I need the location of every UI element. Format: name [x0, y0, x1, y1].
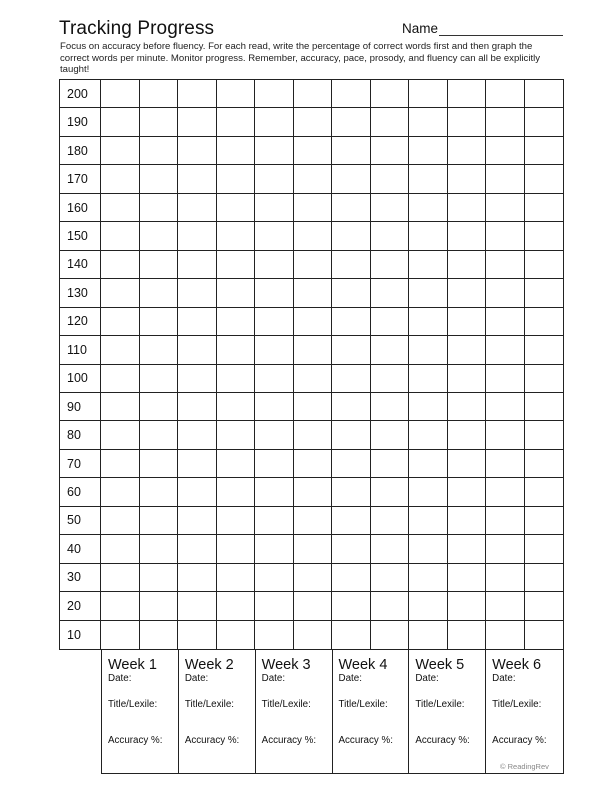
graph-cell — [178, 535, 217, 563]
graph-cell — [101, 621, 140, 649]
graph-cell — [101, 365, 140, 393]
week-accuracy-label: Accuracy %: — [492, 735, 547, 746]
graph-cell — [255, 365, 294, 393]
graph-cell — [178, 222, 217, 250]
graph-cell — [178, 478, 217, 506]
row-label: 80 — [60, 421, 101, 449]
week-column — [333, 650, 410, 773]
graph-cell — [371, 421, 410, 449]
graph-cell — [217, 108, 256, 136]
graph-cell — [525, 279, 564, 307]
graph-cell — [409, 621, 448, 649]
graph-cell — [255, 535, 294, 563]
graph-cell — [448, 222, 487, 250]
row-label: 130 — [60, 279, 101, 307]
graph-cell — [448, 621, 487, 649]
graph-cell — [294, 251, 333, 279]
graph-cell — [409, 279, 448, 307]
graph-cell — [371, 393, 410, 421]
graph-cell — [217, 194, 256, 222]
graph-cell — [178, 365, 217, 393]
graph-cell — [255, 621, 294, 649]
graph-cell — [294, 80, 333, 108]
graph-cell — [140, 251, 179, 279]
graph-cell — [448, 507, 487, 535]
graph-cell — [332, 535, 371, 563]
week-title: Week 5 — [415, 657, 465, 673]
week-date-label: Date: — [415, 673, 439, 684]
graph-cell — [486, 393, 525, 421]
graph-cell — [448, 592, 487, 620]
graph-cell — [217, 308, 256, 336]
graph-cell — [217, 421, 256, 449]
row-label: 10 — [60, 621, 101, 649]
graph-cell — [294, 393, 333, 421]
graph-cell — [332, 478, 371, 506]
graph-cell — [332, 336, 371, 364]
graph-cell — [217, 251, 256, 279]
week-title-lexile-label: Title/Lexile: — [184, 699, 235, 710]
graph-cell — [486, 222, 525, 250]
graph-cell — [409, 308, 448, 336]
graph-cell — [448, 279, 487, 307]
row-label: 20 — [60, 592, 101, 620]
row-label: 140 — [60, 251, 101, 279]
graph-cell — [294, 592, 333, 620]
graph-cell — [178, 564, 217, 592]
week-date-label: Date: — [184, 673, 209, 684]
graph-cell — [178, 308, 217, 336]
week-date-label: Date: — [492, 673, 516, 684]
graph-cell — [525, 222, 564, 250]
graph-cell — [486, 279, 525, 307]
row-label: 50 — [60, 507, 101, 535]
graph-cell — [525, 507, 564, 535]
graph-cell — [371, 336, 410, 364]
row-label: 120 — [60, 308, 101, 336]
graph-cell — [486, 165, 525, 193]
graph-cell — [294, 478, 333, 506]
graph-cell — [101, 592, 140, 620]
graph-cell — [409, 336, 448, 364]
graph-cell — [525, 336, 564, 364]
graph-cell — [140, 535, 179, 563]
graph-cell — [448, 336, 487, 364]
week-title: Week 1 — [108, 657, 157, 673]
name-blank-line — [439, 21, 563, 36]
graph-cell — [255, 279, 294, 307]
name-field — [402, 21, 563, 36]
graph-cell — [217, 507, 256, 535]
week-column — [179, 650, 256, 773]
graph-cell — [448, 194, 487, 222]
graph-cell — [486, 365, 525, 393]
week-title: Week 2 — [184, 657, 234, 673]
graph-cell — [332, 393, 371, 421]
graph-cell — [332, 450, 371, 478]
graph-cell — [371, 592, 410, 620]
graph-cell — [409, 450, 448, 478]
graph-cell — [332, 194, 371, 222]
graph-cell — [255, 80, 294, 108]
graph-cell — [332, 222, 371, 250]
graph-cell — [294, 450, 333, 478]
graph-cell — [486, 308, 525, 336]
graph-cell — [140, 478, 179, 506]
graph-cell — [371, 564, 410, 592]
row-label: 150 — [60, 222, 101, 250]
week-date-label: Date: — [108, 673, 132, 684]
graph-cell — [294, 336, 333, 364]
graph-cell — [448, 564, 487, 592]
graph-cell — [294, 279, 333, 307]
graph-cell — [294, 137, 333, 165]
row-label: 70 — [60, 450, 101, 478]
graph-cell — [525, 165, 564, 193]
graph-cell — [255, 507, 294, 535]
graph-cell — [140, 507, 179, 535]
graph-cell — [255, 592, 294, 620]
graph-cell — [332, 308, 371, 336]
graph-cell — [294, 421, 333, 449]
graph-cell — [486, 108, 525, 136]
graph-cell — [140, 336, 179, 364]
graph-cell — [140, 564, 179, 592]
row-label: 200 — [60, 80, 101, 108]
graph-cell — [525, 251, 564, 279]
graph-cell — [255, 194, 294, 222]
graph-cell — [525, 421, 564, 449]
graph-cell — [448, 421, 487, 449]
graph-cell — [486, 336, 525, 364]
graph-cell — [332, 592, 371, 620]
graph-cell — [294, 222, 333, 250]
graph-cell — [294, 308, 333, 336]
graph-cell — [255, 450, 294, 478]
graph-cell — [525, 450, 564, 478]
graph-cell — [255, 564, 294, 592]
graph-cell — [448, 308, 487, 336]
graph-cell — [486, 80, 525, 108]
graph-cell — [101, 137, 140, 165]
graph-cell — [332, 365, 371, 393]
graph-cell — [101, 421, 140, 449]
graph-cell — [409, 108, 448, 136]
graph-cell — [409, 592, 448, 620]
graph-cell — [140, 592, 179, 620]
graph-cell — [371, 308, 410, 336]
graph-cell — [409, 564, 448, 592]
graph-cell — [525, 308, 564, 336]
graph-cell — [332, 108, 371, 136]
graph-cell — [217, 222, 256, 250]
graph-cell — [448, 478, 487, 506]
graph-cell — [178, 279, 217, 307]
graph-cell — [409, 194, 448, 222]
instructions-text: Focus on accuracy before fluency. For each read, write the percentage of correct words first and then graph the correct words per minute. Monitor progress. Remember, accuracy, pace, prosody, and fluency can all be explicitly taught! — [60, 41, 541, 75]
graph-cell — [140, 137, 179, 165]
week-accuracy-label: Accuracy %: — [184, 735, 240, 746]
graph-cell — [255, 165, 294, 193]
graph-cell — [217, 621, 256, 649]
name-label: Name — [402, 21, 439, 36]
graph-cell — [486, 251, 525, 279]
graph-cell — [371, 80, 410, 108]
graph-cell — [178, 621, 217, 649]
graph-cell — [178, 450, 217, 478]
row-label: 160 — [60, 194, 101, 222]
graph-cell — [178, 194, 217, 222]
graph-cell — [486, 621, 525, 649]
week-title: Week 6 — [492, 657, 542, 673]
graph-cell — [371, 450, 410, 478]
graph-cell — [409, 165, 448, 193]
graph-cell — [525, 108, 564, 136]
graph-cell — [217, 279, 256, 307]
graph-cell — [217, 478, 256, 506]
graph-cell — [371, 535, 410, 563]
graph-cell — [178, 507, 217, 535]
graph-cell — [294, 165, 333, 193]
graph-cell — [486, 535, 525, 563]
week-date-label: Date: — [338, 673, 362, 684]
graph-cell — [409, 137, 448, 165]
graph-cell — [409, 80, 448, 108]
graph-cell — [255, 251, 294, 279]
graph-cell — [486, 194, 525, 222]
graph-cell — [101, 535, 140, 563]
graph-cell — [525, 365, 564, 393]
graph-cell — [448, 535, 487, 563]
graph-cell — [178, 251, 217, 279]
graph-cell — [140, 279, 179, 307]
graph-cell — [101, 393, 140, 421]
graph-cell — [101, 507, 140, 535]
graph-cell — [140, 450, 179, 478]
week-title-lexile-label: Title/Lexile: — [261, 699, 311, 710]
graph-cell — [371, 251, 410, 279]
graph-cell — [255, 222, 294, 250]
graph-cell — [255, 336, 294, 364]
graph-cell — [140, 421, 179, 449]
graph-cell — [101, 336, 140, 364]
row-label: 180 — [60, 137, 101, 165]
graph-cell — [332, 621, 371, 649]
graph-cell — [332, 507, 371, 535]
row-label: 30 — [60, 564, 101, 592]
graph-cell — [371, 108, 410, 136]
graph-cell — [294, 194, 333, 222]
graph-cell — [371, 279, 410, 307]
graph-cell — [371, 222, 410, 250]
week-title-lexile-label: Title/Lexile: — [338, 699, 388, 710]
graph-cell — [140, 365, 179, 393]
graph-cell — [525, 194, 564, 222]
graph-cell — [371, 478, 410, 506]
graph-cell — [332, 251, 371, 279]
row-label: 100 — [60, 365, 101, 393]
graph-cell — [525, 137, 564, 165]
graph-cell — [294, 621, 333, 649]
graph-cell — [255, 393, 294, 421]
graph-cell — [332, 80, 371, 108]
graph-cell — [486, 592, 525, 620]
row-label: 60 — [60, 478, 101, 506]
graph-cell — [255, 137, 294, 165]
graph-cell — [486, 450, 525, 478]
graph-cell — [525, 535, 564, 563]
graph-cell — [409, 535, 448, 563]
week-info-table — [101, 650, 564, 774]
graph-cell — [448, 450, 487, 478]
graph-cell — [217, 365, 256, 393]
row-label: 90 — [60, 393, 101, 421]
graph-cell — [217, 165, 256, 193]
graph-cell — [525, 80, 564, 108]
graph-cell — [255, 421, 294, 449]
graph-cell — [217, 336, 256, 364]
graph-cell — [371, 194, 410, 222]
graph-cell — [371, 165, 410, 193]
graph-cell — [140, 194, 179, 222]
graph-cell — [217, 564, 256, 592]
graph-cell — [409, 507, 448, 535]
week-column — [486, 650, 563, 773]
week-column — [256, 650, 333, 773]
graph-cell — [140, 108, 179, 136]
graph-cell — [371, 507, 410, 535]
graph-cell — [217, 592, 256, 620]
graph-cell — [448, 393, 487, 421]
graph-cell — [409, 251, 448, 279]
graph-cell — [178, 592, 217, 620]
row-label: 190 — [60, 108, 101, 136]
graph-cell — [525, 621, 564, 649]
graph-cell — [294, 564, 333, 592]
graph-cell — [140, 165, 179, 193]
graph-cell — [448, 108, 487, 136]
graph-cell — [101, 222, 140, 250]
graph-cell — [371, 137, 410, 165]
graph-cell — [140, 393, 179, 421]
graph-cell — [101, 478, 140, 506]
week-column — [102, 650, 179, 773]
graph-cell — [101, 564, 140, 592]
graph-cell — [217, 137, 256, 165]
week-date-label: Date: — [261, 673, 286, 684]
graph-cell — [448, 165, 487, 193]
week-column — [409, 650, 486, 773]
graph-cell — [525, 393, 564, 421]
graph-cell — [178, 393, 217, 421]
graph-cell — [486, 507, 525, 535]
graph-cell — [101, 165, 140, 193]
graph-cell — [101, 251, 140, 279]
week-title-lexile-label: Title/Lexile: — [415, 699, 465, 710]
graph-cell — [101, 450, 140, 478]
graph-cell — [178, 137, 217, 165]
row-label: 110 — [60, 336, 101, 364]
graph-cell — [525, 478, 564, 506]
graph-cell — [140, 308, 179, 336]
row-label: 40 — [60, 535, 101, 563]
graph-cell — [332, 421, 371, 449]
graph-cell — [486, 421, 525, 449]
graph-cell — [294, 108, 333, 136]
graph-cell — [255, 308, 294, 336]
graph-cell — [140, 222, 179, 250]
graph-cell — [101, 80, 140, 108]
graph-cell — [217, 535, 256, 563]
graph-cell — [371, 621, 410, 649]
week-accuracy-label: Accuracy %: — [261, 735, 317, 746]
graph-cell — [525, 564, 564, 592]
graph-cell — [486, 564, 525, 592]
graph-cell — [332, 137, 371, 165]
graph-cell — [448, 251, 487, 279]
graph-cell — [178, 421, 217, 449]
graph-cell — [448, 137, 487, 165]
graph-cell — [294, 535, 333, 563]
graph-cell — [332, 279, 371, 307]
graph-cell — [448, 365, 487, 393]
graph-cell — [101, 308, 140, 336]
graph-cell — [294, 365, 333, 393]
graph-cell — [409, 365, 448, 393]
graph-cell — [255, 478, 294, 506]
graph-cell — [409, 478, 448, 506]
copyright-text: © ReadingRev — [500, 762, 549, 771]
graph-cell — [140, 621, 179, 649]
graph-cell — [332, 165, 371, 193]
week-title: Week 4 — [338, 657, 388, 673]
graph-cell — [371, 365, 410, 393]
graph-cell — [525, 592, 564, 620]
graph-cell — [101, 108, 140, 136]
graph-cell — [217, 450, 256, 478]
graph-cell — [486, 137, 525, 165]
graph-cell — [178, 165, 217, 193]
graph-cell — [178, 80, 217, 108]
graph-cell — [409, 393, 448, 421]
page-title: Tracking Progress — [59, 18, 215, 39]
week-title: Week 3 — [261, 657, 311, 673]
week-accuracy-label: Accuracy %: — [338, 735, 393, 746]
graph-cell — [217, 393, 256, 421]
graph-cell — [101, 194, 140, 222]
graph-cell — [409, 222, 448, 250]
graph-cell — [217, 80, 256, 108]
graph-cell — [140, 80, 179, 108]
graph-cell — [294, 507, 333, 535]
graph-cell — [255, 108, 294, 136]
progress-graph-grid — [59, 79, 564, 650]
graph-cell — [101, 279, 140, 307]
week-title-lexile-label: Title/Lexile: — [492, 699, 542, 710]
week-accuracy-label: Accuracy %: — [415, 735, 470, 746]
graph-cell — [332, 564, 371, 592]
graph-cell — [178, 336, 217, 364]
graph-cell — [448, 80, 487, 108]
week-title-lexile-label: Title/Lexile: — [108, 699, 158, 710]
row-label: 170 — [60, 165, 101, 193]
week-accuracy-label: Accuracy %: — [108, 735, 163, 746]
graph-cell — [486, 478, 525, 506]
graph-cell — [409, 421, 448, 449]
graph-cell — [178, 108, 217, 136]
